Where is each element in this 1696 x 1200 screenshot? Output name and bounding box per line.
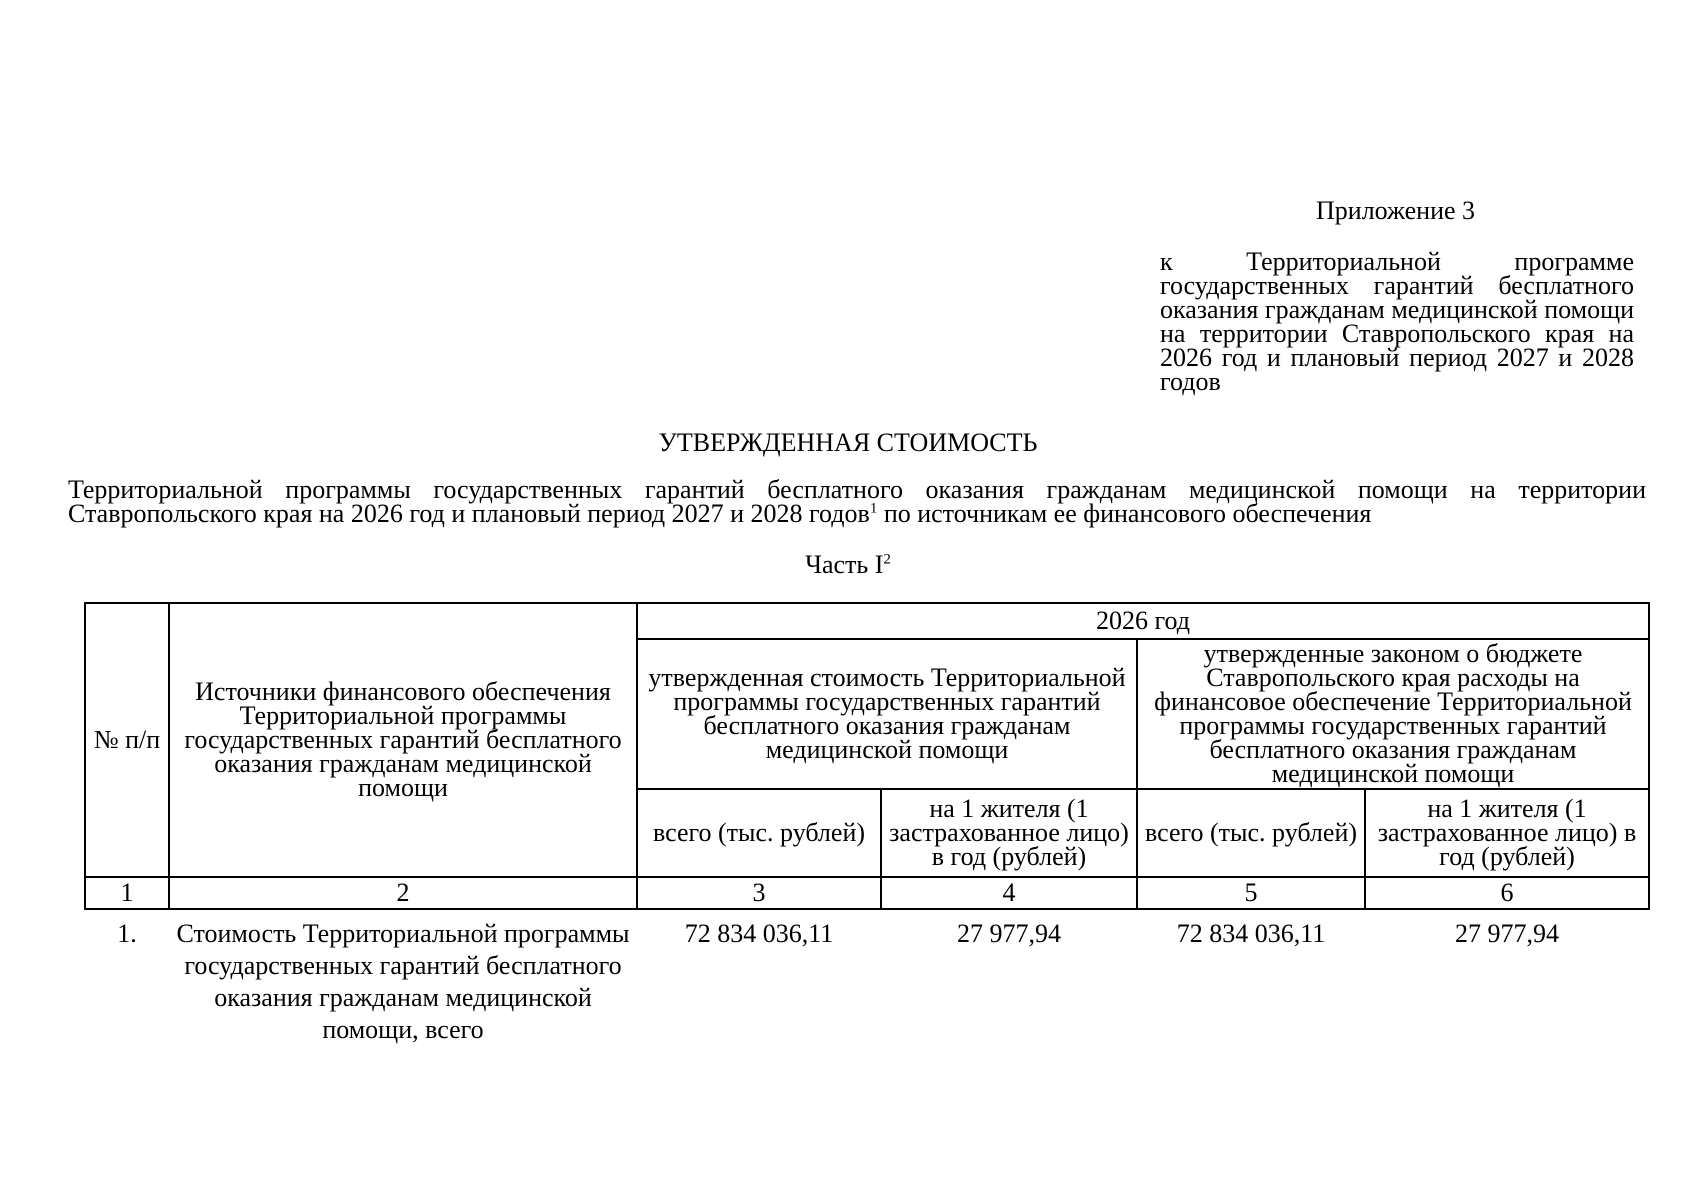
cost-table [84,602,1650,1048]
row-name: Стоимость Территориальной программы государственных гарантий бесплатного оказания гражданам медицинской помощи, всего [176,919,630,1044]
row-number: 1. [117,919,137,948]
header-budget-expenses: утвержденные законом о бюджете Ставропольского края расходы на финансовое обеспечение Территориальной программы государственных гарантий бесплатного оказания гражданам медицинской помощи [1137,639,1649,789]
approved-per-resident-value: 27 977,94 [957,919,1061,948]
part-label: Часть I [805,550,884,579]
document-subtitle [68,475,1646,528]
header-budget-per-resident: на 1 жителя (1 застрахованное лицо) в год (рублей) [1365,789,1649,877]
budget-total-value: 72 834 036,11 [1176,919,1326,948]
part-title [0,550,1696,580]
approved-total-value: 72 834 036,11 [684,919,834,948]
header-sources: Источники финансового обеспечения Территориальной программы государственных гарантий бесплатного оказания гражданам медицинской помощи [169,603,637,877]
column-number: 3 [637,877,881,909]
column-number: 5 [1137,877,1365,909]
header-year: 2026 год [637,603,1649,639]
column-number: 6 [1365,877,1649,909]
subtitle-text-end: по источникам ее финансового обеспечения [877,499,1372,528]
column-number: 4 [881,877,1137,909]
footnote-mark-2: 2 [883,551,891,568]
header-approved-total: всего (тыс. рублей) [637,789,881,877]
document-title: УТВЕРЖДЕННАЯ СТОИМОСТЬ [658,428,1038,457]
appendix-reference: к Территориальной программе государственных гарантий бесплатного оказания гражданам медицинской помощи на территории Ставропольского края на 2026 год и плановый период 2027 и 2028 годов [1160,247,1634,396]
header-budget-total: всего (тыс. рублей) [1137,789,1365,877]
header-approved-cost: утвержденная стоимость Территориальной программы государственных гарантий бесплатного оказания гражданам медицинской помощи [637,639,1137,789]
budget-per-resident-value: 27 977,94 [1455,919,1559,948]
header-approved-per-resident: на 1 жителя (1 застрахованное лицо) в год (рублей) [881,789,1137,877]
appendix-title: Приложение 3 [1316,196,1476,225]
header-row-number: № п/п [85,603,169,877]
table-row [85,909,1649,1048]
column-number: 2 [169,877,637,909]
subtitle-text: Территориальной программы государственных гарантий бесплатного оказания гражданам медицинской помощи на территории Ставропольского края на 2026 год и плановый период 2027 и 2028 годов [68,475,1646,528]
column-number: 1 [85,877,169,909]
footnote-mark-1: 1 [869,500,878,517]
